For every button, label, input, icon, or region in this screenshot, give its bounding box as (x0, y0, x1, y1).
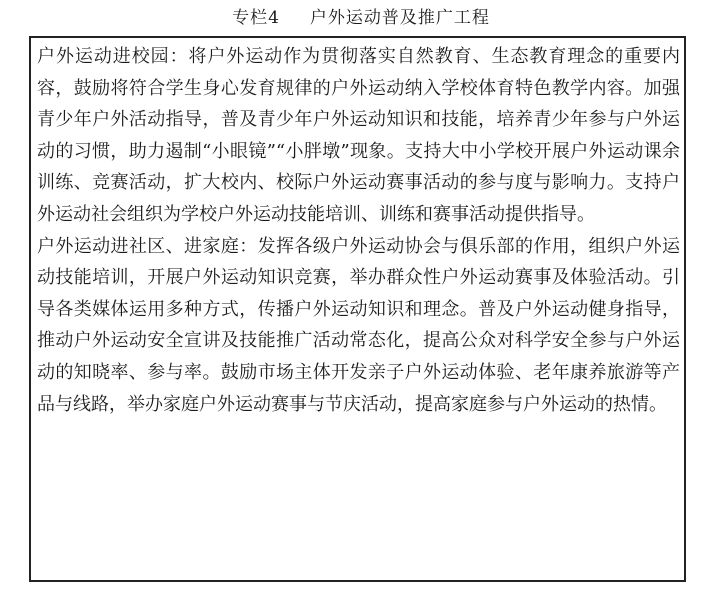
column-heading (0, 6, 722, 30)
column-number: 专栏4 (232, 8, 280, 28)
column-box (29, 36, 686, 582)
column-title: 户外运动普及推广工程 (309, 8, 490, 28)
column-content (37, 41, 680, 420)
paragraph-schools: 户外运动进校园：将户外运动作为贯彻落实自然教育、生态教育理念的重要内容，鼓励将符合学生身心发育规律的户外运动纳入学校体育特色教学内容。加强青少年户外活动指导，普及青少年户外运动知识和技能，培养青少年参与户外运动的习惯，助力遏制“小眼镜”“小胖墩”现象。支持大中小学校开展户外运动课余训练、竞赛活动，扩大校内、校际户外运动赛事活动的参与度与影响力。支持户外运动社会组织为学校户外运动技能培训、训练和赛事活动提供指导。 (37, 46, 680, 225)
paragraph-communities: 户外运动进社区、进家庭：发挥各级户外运动协会与俱乐部的作用，组织户外运动技能培训，开展户外运动知识竞赛，举办群众性户外运动赛事及体验活动。引导各类媒体运用多种方式，传播户外运动知识和理念。普及户外运动健身指导，推动户外运动安全宣讲及技能推广活动常态化，提高公众对科学安全参与户外运动的知晓率、参与率。鼓励市场主体开发亲子户外运动体验、老年康养旅游等产品与线路，举办家庭户外运动赛事与节庆活动，提高家庭参与户外运动的热情。 (37, 235, 680, 415)
